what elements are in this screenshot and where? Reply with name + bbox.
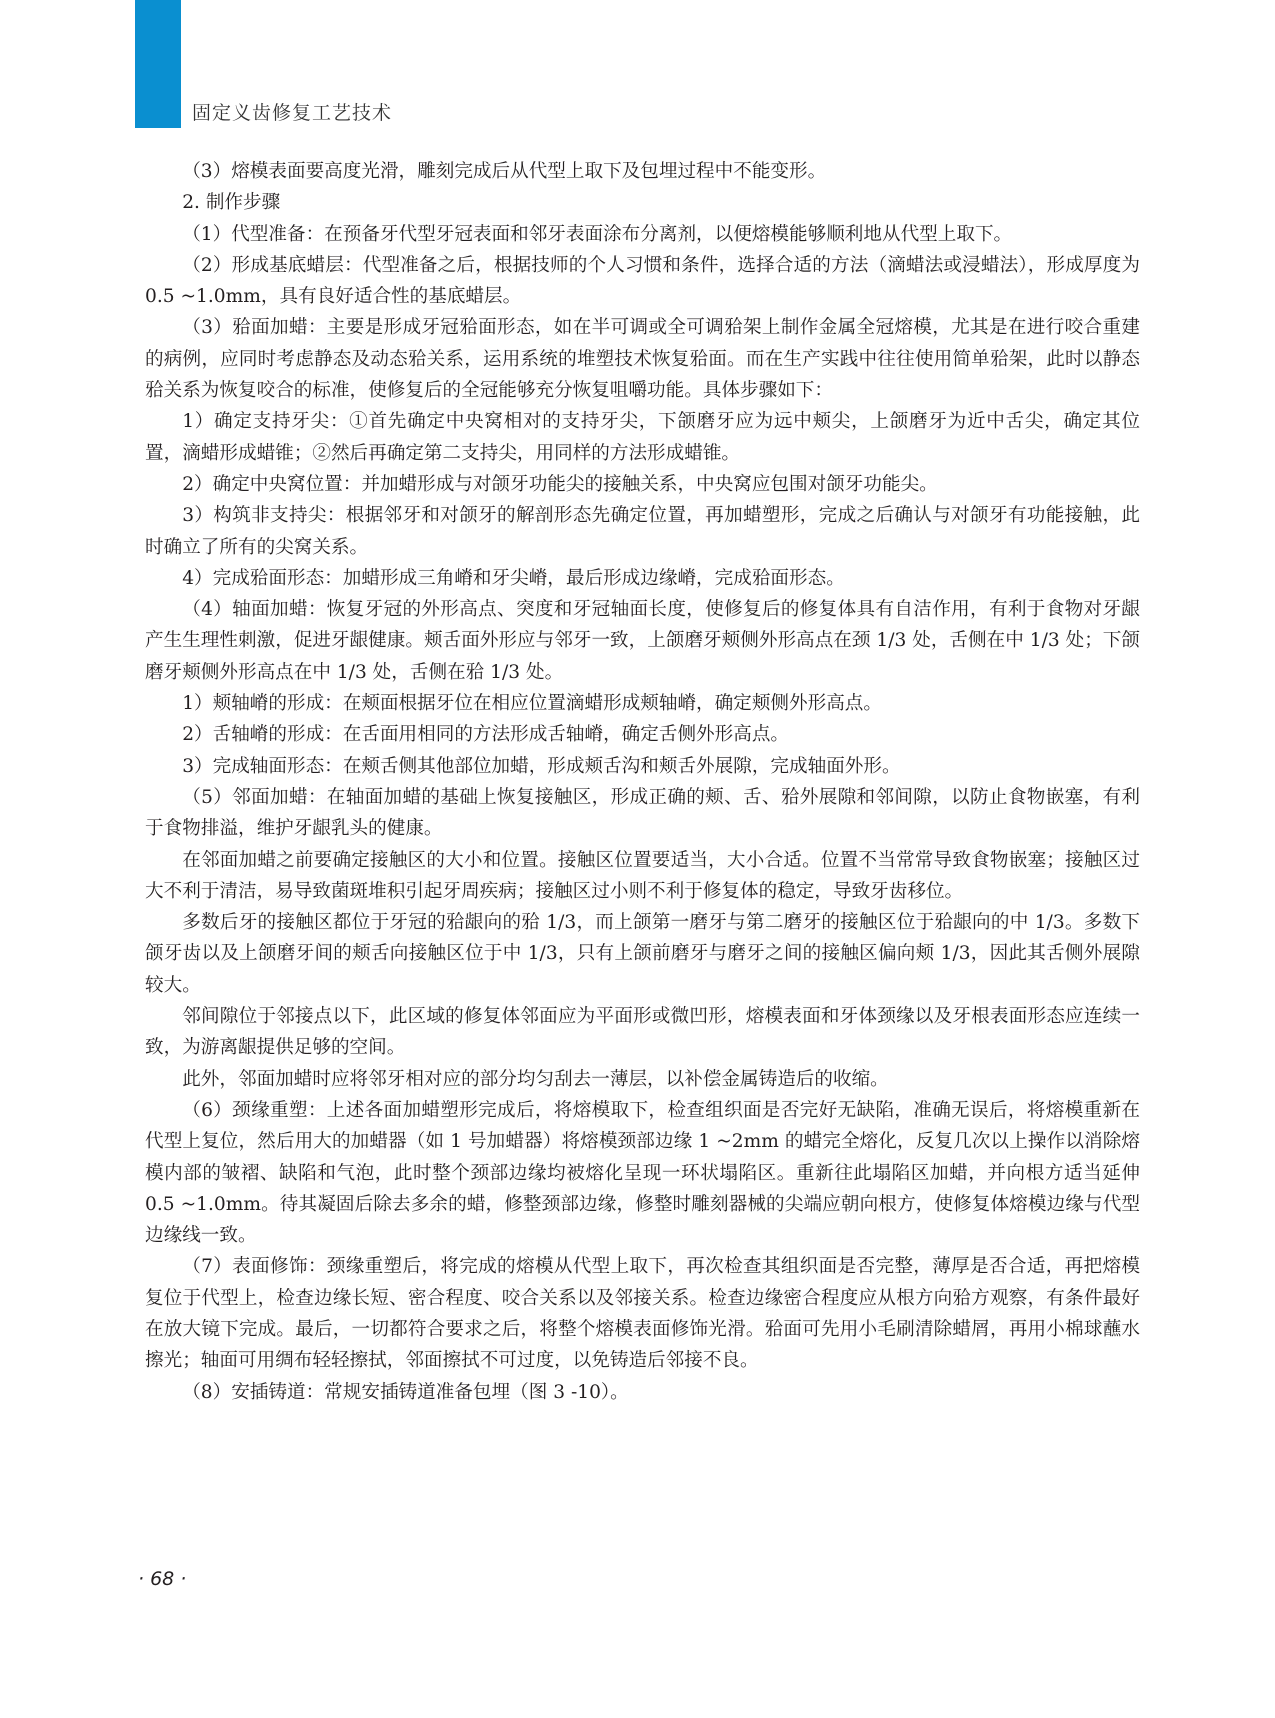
paragraph: 此外，邻面加蜡时应将邻牙相对应的部分均匀刮去一薄层，以补偿金属铸造后的收缩。 xyxy=(182,1068,889,1090)
paragraph: （6）颈缘重塑：上述各面加蜡塑形完成后，将熔模取下，检查组织面是否完好无缺陷，准确无误后，将熔模重新在代型上复位，然后用大的加蜡器（如 1 号加蜡器）将熔模颈部边缘 1 ~2mm 的蜡完全熔化，反复几次以上操作以消除熔模内部的皱褶、缺陷和气泡，此时整个颈部边缘均被熔化呈现一环状塌陷区。重新往此塌陷区加蜡，并向根方适当延伸 0.5 ~1.0mm。待其凝固后除去多余的蜡，修整颈部边缘，修整时雕刻器械的尖端应朝向根方，使修复体熔模边缘与代型边缘线一致。 xyxy=(145,1099,1140,1247)
paragraph: 在邻面加蜡之前要确定接触区的大小和位置。接触区位置要适当，大小合适。位置不当常常导致食物嵌塞；接触区过大不利于清洁，易导致菌斑堆积引起牙周疾病；接触区过小则不利于修复体的稳定，导致牙齿移位。 xyxy=(145,849,1140,902)
paragraph: （5）邻面加蜡：在轴面加蜡的基础上恢复接触区，形成正确的颊、舌、𬌗外展隙和邻间隙，以防止食物嵌塞，有利于食物排溢，维护牙龈乳头的健康。 xyxy=(145,786,1140,840)
paragraph: 2）舌轴嵴的形成：在舌面用相同的方法形成舌轴嵴，确定舌侧外形高点。 xyxy=(182,724,790,746)
paragraph: 4）完成𬌗面形态：加蜡形成三角嵴和牙尖嵴，最后形成边缘嵴，完成𬌗面形态。 xyxy=(182,567,845,589)
paragraph: 多数后牙的接触区都位于牙冠的𬌗龈向的𬌗 1/3，而上颌第一磨牙与第二磨牙的接触区位于𬌗龈向的中 1/3。多数下颌牙齿以及上颌磨牙间的颊舌向接触区位于中 1/3，只有上颌前磨牙与磨牙之间的接触区偏向颊 1/3，因此其舌侧外展隙较大。 xyxy=(145,912,1140,996)
paragraph: 1）确定支持牙尖：①首先确定中央窝相对的支持牙尖，下颌磨牙应为远中颊尖，上颌磨牙为近中舌尖，确定其位置，滴蜡形成蜡锥；②然后再确定第二支持尖，用同样的方法形成蜡锥。 xyxy=(145,411,1140,464)
paragraph: （3）熔模表面要高度光滑，雕刻完成后从代型上取下及包埋过程中不能变形。 xyxy=(182,161,827,182)
paragraph: （4）轴面加蜡：恢复牙冠的外形高点、突度和牙冠轴面长度，使修复后的修复体具有自洁作用，有利于食物对牙龈产生生理性刺激，促进牙龈健康。颊舌面外形应与邻牙一致，上颌磨牙颊侧外形高点在颈 1/3 处，舌侧在中 1/3 处；下颌磨牙颊侧外形高点在中 1/3 处，舌侧在𬌗 1/3 处。 xyxy=(145,599,1140,683)
paragraph: 邻间隙位于邻接点以下，此区域的修复体邻面应为平面形或微凹形，熔模表面和牙体颈缘以及牙根表面形态应连续一致，为游离龈提供足够的空间。 xyxy=(145,1006,1140,1059)
paragraph: （3）𬌗面加蜡：主要是形成牙冠𬌗面形态，如在半可调或全可调𬌗架上制作金属全冠熔模，尤其是在进行咬合重建的病例，应同时考虑静态及动态𬌗关系，运用系统的堆塑技术恢复𬌗面。而在生产实践中往往使用简单𬌗架，此时以静态𬌗关系为恢复咬合的标准，使修复后的全冠能够充分恢复咀嚼功能。具体步骤如下： xyxy=(145,317,1140,402)
paragraph: 1）颊轴嵴的形成：在颊面根据牙位在相应位置滴蜡形成颊轴嵴，确定颊侧外形高点。 xyxy=(182,693,882,715)
paragraph: 3）完成轴面形态：在颊舌侧其他部位加蜡，形成颊舌沟和颊舌外展隙，完成轴面外形。 xyxy=(182,755,901,777)
header-accent-bar xyxy=(135,0,181,128)
body-text xyxy=(145,156,1140,1408)
paragraph: 3）构筑非支持尖：根据邻牙和对颌牙的解剖形态先确定位置，再加蜡塑形，完成之后确认与对颌牙有功能接触，此时确立了所有的尖窝关系。 xyxy=(145,505,1140,558)
paragraph: （8）安插铸道：常规安插铸道准备包埋（图 3 -10）。 xyxy=(182,1381,629,1403)
paragraph: （7）表面修饰：颈缘重塑后，将完成的熔模从代型上取下，再次检查其组织面是否完整，薄厚是否合适，再把熔模复位于代型上，检查边缘长短、密合程度、咬合关系以及邻接关系。检查边缘密合程度应从根方向𬌗方观察，有条件最好在放大镜下完成。最后，一切都符合要求之后，将整个熔模表面修饰光滑。𬌗面可先用小毛刷清除蜡屑，再用小棉球蘸水擦光；轴面可用绸布轻轻擦拭，邻面擦拭不可过度，以免铸造后邻接不良。 xyxy=(145,1256,1140,1372)
paragraph: （1）代型准备：在预备牙代型牙冠表面和邻牙表面涂布分离剂，以便熔模能够顺利地从代型上取下。 xyxy=(182,223,1013,245)
running-header-title: 固定义齿修复工艺技术 xyxy=(192,102,393,124)
paragraph: 2）确定中央窝位置：并加蜡形成与对颌牙功能尖的接触关系，中央窝应包围对颌牙功能尖。 xyxy=(182,473,938,495)
section-heading: 2. 制作步骤 xyxy=(182,192,281,214)
page-number: · 68 · xyxy=(138,1568,187,1590)
paragraph: （2）形成基底蜡层：代型准备之后，根据技师的个人习惯和条件，选择合适的方法（滴蜡法或浸蜡法），形成厚度为 0.5 ~1.0mm，具有良好适合性的基底蜡层。 xyxy=(145,254,1140,308)
